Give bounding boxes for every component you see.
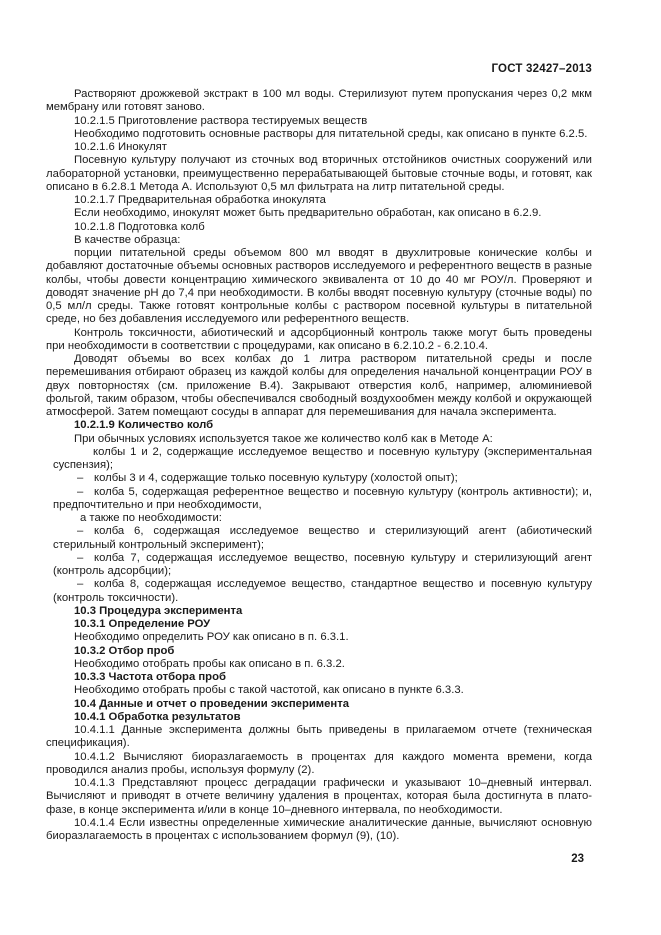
paragraph: В качестве образца: bbox=[74, 233, 181, 246]
paragraph: 10.4.1.2 Вычисляют биоразлагаемость в процентах для каждого момента времени, когда проводился анализ пробы, используя формулу (2). bbox=[46, 750, 592, 776]
list-dash-marker: – bbox=[77, 578, 84, 591]
section-heading: 10.4.1 Обработка результатов bbox=[74, 710, 241, 723]
paragraph: 10.2.1.6 Инокулят bbox=[74, 141, 167, 153]
paragraph: Растворяют дрожжевой экстракт в 100 мл воды. Стерилизуют путем пропускания через 0,2 мкм мембрану или готовят заново. bbox=[46, 88, 592, 114]
paragraph: 10.2.1.8 Подготовка колб bbox=[74, 220, 205, 233]
paragraph: 10.4.1.3 Представляют процесс деградации графически и указывают 10–дневный интервал. Вычисляют и приводят в отчете величину удаления в процентах, которая была достигнута в плато-фазе, в конце эксперимента и/или в конце 10–дневного интервала, по необходимости. bbox=[46, 777, 592, 816]
paragraph: При обычных условиях используется такое же количество колб как в Методе А: bbox=[74, 432, 493, 445]
paragraph: Необходимо определить РОУ как описано в п. 6.3.1. bbox=[74, 631, 349, 644]
paragraph: порции питательной среды объемом 800 мл вводят в двухлитровые конические колбы и добавляют достаточные объемы основных растворов исследуемого и референтного веществ в разные колбы, чтобы довести концентрацию химического эквивалента от 10 до 40 мг РОУ/л. Проверяют и доводят значение pH до 7,4 при необходимости. В колбы вводят посевную культуру (сточные воды) по 0,5 мл/л среды. Также готовят контрольные колбы с раствором посевной культуры в питательной среде, но без добавления исследуемого или референтного веществ. bbox=[46, 247, 592, 326]
paragraph: Необходимо отобрать пробы как описано в п. 6.3.2. bbox=[74, 657, 345, 670]
list-dash-marker: – bbox=[77, 485, 84, 498]
list-item-text: колба 5, содержащая референтное вещество и посевную культуру (контроль активности); и, предпочтительно и при необходимости, bbox=[53, 485, 592, 511]
paragraph: Необходимо отобрать пробы с такой частотой, как описано в пункте 6.3.3. bbox=[74, 684, 464, 697]
paragraph bbox=[46, 486, 592, 513]
paragraph: 10.2.1.7 Предварительная обработка инокулята bbox=[74, 194, 326, 206]
section-heading: 10.3.3 Частота отбора проб bbox=[74, 671, 226, 683]
paragraph: колбы 1 и 2, содержащие исследуемое вещество и посевную культуру (экспериментальная суспензия); bbox=[53, 445, 592, 471]
paragraph bbox=[46, 552, 592, 579]
paragraph: Необходимо подготовить основные растворы для питательной среды, как описано в пункте 6.2.5. bbox=[74, 127, 588, 140]
paragraph bbox=[46, 578, 592, 605]
paragraph bbox=[46, 525, 592, 552]
page-number: 23 bbox=[571, 853, 584, 865]
paragraph: а также по необходимости: bbox=[80, 512, 222, 524]
paragraph: 10.4.1.1 Данные эксперимента должны быть приведены в прилагаемом отчете (техническая спецификация). bbox=[46, 724, 592, 750]
paragraph: Если необходимо, инокулят может быть предварительно обработан, как описано в 6.2.9. bbox=[74, 207, 542, 220]
section-heading: 10.3.1 Определение РОУ bbox=[74, 618, 211, 630]
section-heading: 10.3.2 Отбор проб bbox=[74, 644, 175, 657]
list-item-text: колбы 3 и 4, содержащие только посевную культуру (холостой опыт); bbox=[94, 472, 458, 485]
list-dash-marker: – bbox=[77, 472, 84, 485]
section-heading: 10.2.1.9 Количество колб bbox=[74, 419, 214, 432]
paragraph bbox=[46, 472, 592, 485]
paragraph: Контроль токсичности, абиотический и адсорбционный контроль также могут быть проведены при необходимости в соответствии с процедурами, как описано в 6.2.10.2 - 6.2.10.4. bbox=[46, 326, 592, 352]
paragraph: 10.4.1.4 Если известны определенные химические аналитические данные, вычисляют основную биоразлагаемость в процентах с использованием формул (9), (10). bbox=[46, 816, 592, 842]
list-item-text: колба 7, содержащая исследуемое вещество, посевную культуру и стерилизующий агент (контроль адсорбции); bbox=[53, 551, 592, 577]
paragraph: Посевную культуру получают из сточных вод вторичных отстойников очистных сооружений или лабораторной установки, преимущественно перерабатывающей бытовые сточные воды, и готовят, как описано в 6.2.8.1 Метода А. Используют 0,5 мл фильтрата на литр питательной среды. bbox=[46, 154, 592, 193]
document-body bbox=[46, 88, 592, 843]
paragraph: 10.2.1.5 Приготовление раствора тестируемых веществ bbox=[74, 114, 368, 127]
section-heading: 10.4 Данные и отчет о проведении эксперимента bbox=[74, 697, 350, 710]
section-heading: 10.3 Процедура эксперимента bbox=[74, 604, 243, 617]
list-dash-marker: – bbox=[77, 525, 84, 538]
list-dash-marker: – bbox=[77, 551, 84, 564]
document-header-code: ГОСТ 32427–2013 bbox=[491, 63, 592, 75]
list-item-text: колба 6, содержащая исследуемое вещество и стерилизующий агент (абиотический стерильный контрольный эксперимент); bbox=[53, 525, 592, 551]
list-item-text: колба 8, содержащая исследуемое вещество, стандартное вещество и посевную культуру (контроль токсичности). bbox=[53, 578, 592, 604]
paragraph: Доводят объемы во всех колбах до 1 литра раствором питательной среды и после перемешивания отбирают образец из каждой колбы для определения начальной концентрации РОУ в двух повторностях (см. приложение В.4). Закрывают отверстия колб, например, алюминиевой фольгой, таким образом, чтобы обеспечивался свободный воздухообмен между колбой и окружающей атмосферой. Затем помещают сосуды в аппарат для перемешивания для начала эксперимента. bbox=[46, 353, 592, 418]
